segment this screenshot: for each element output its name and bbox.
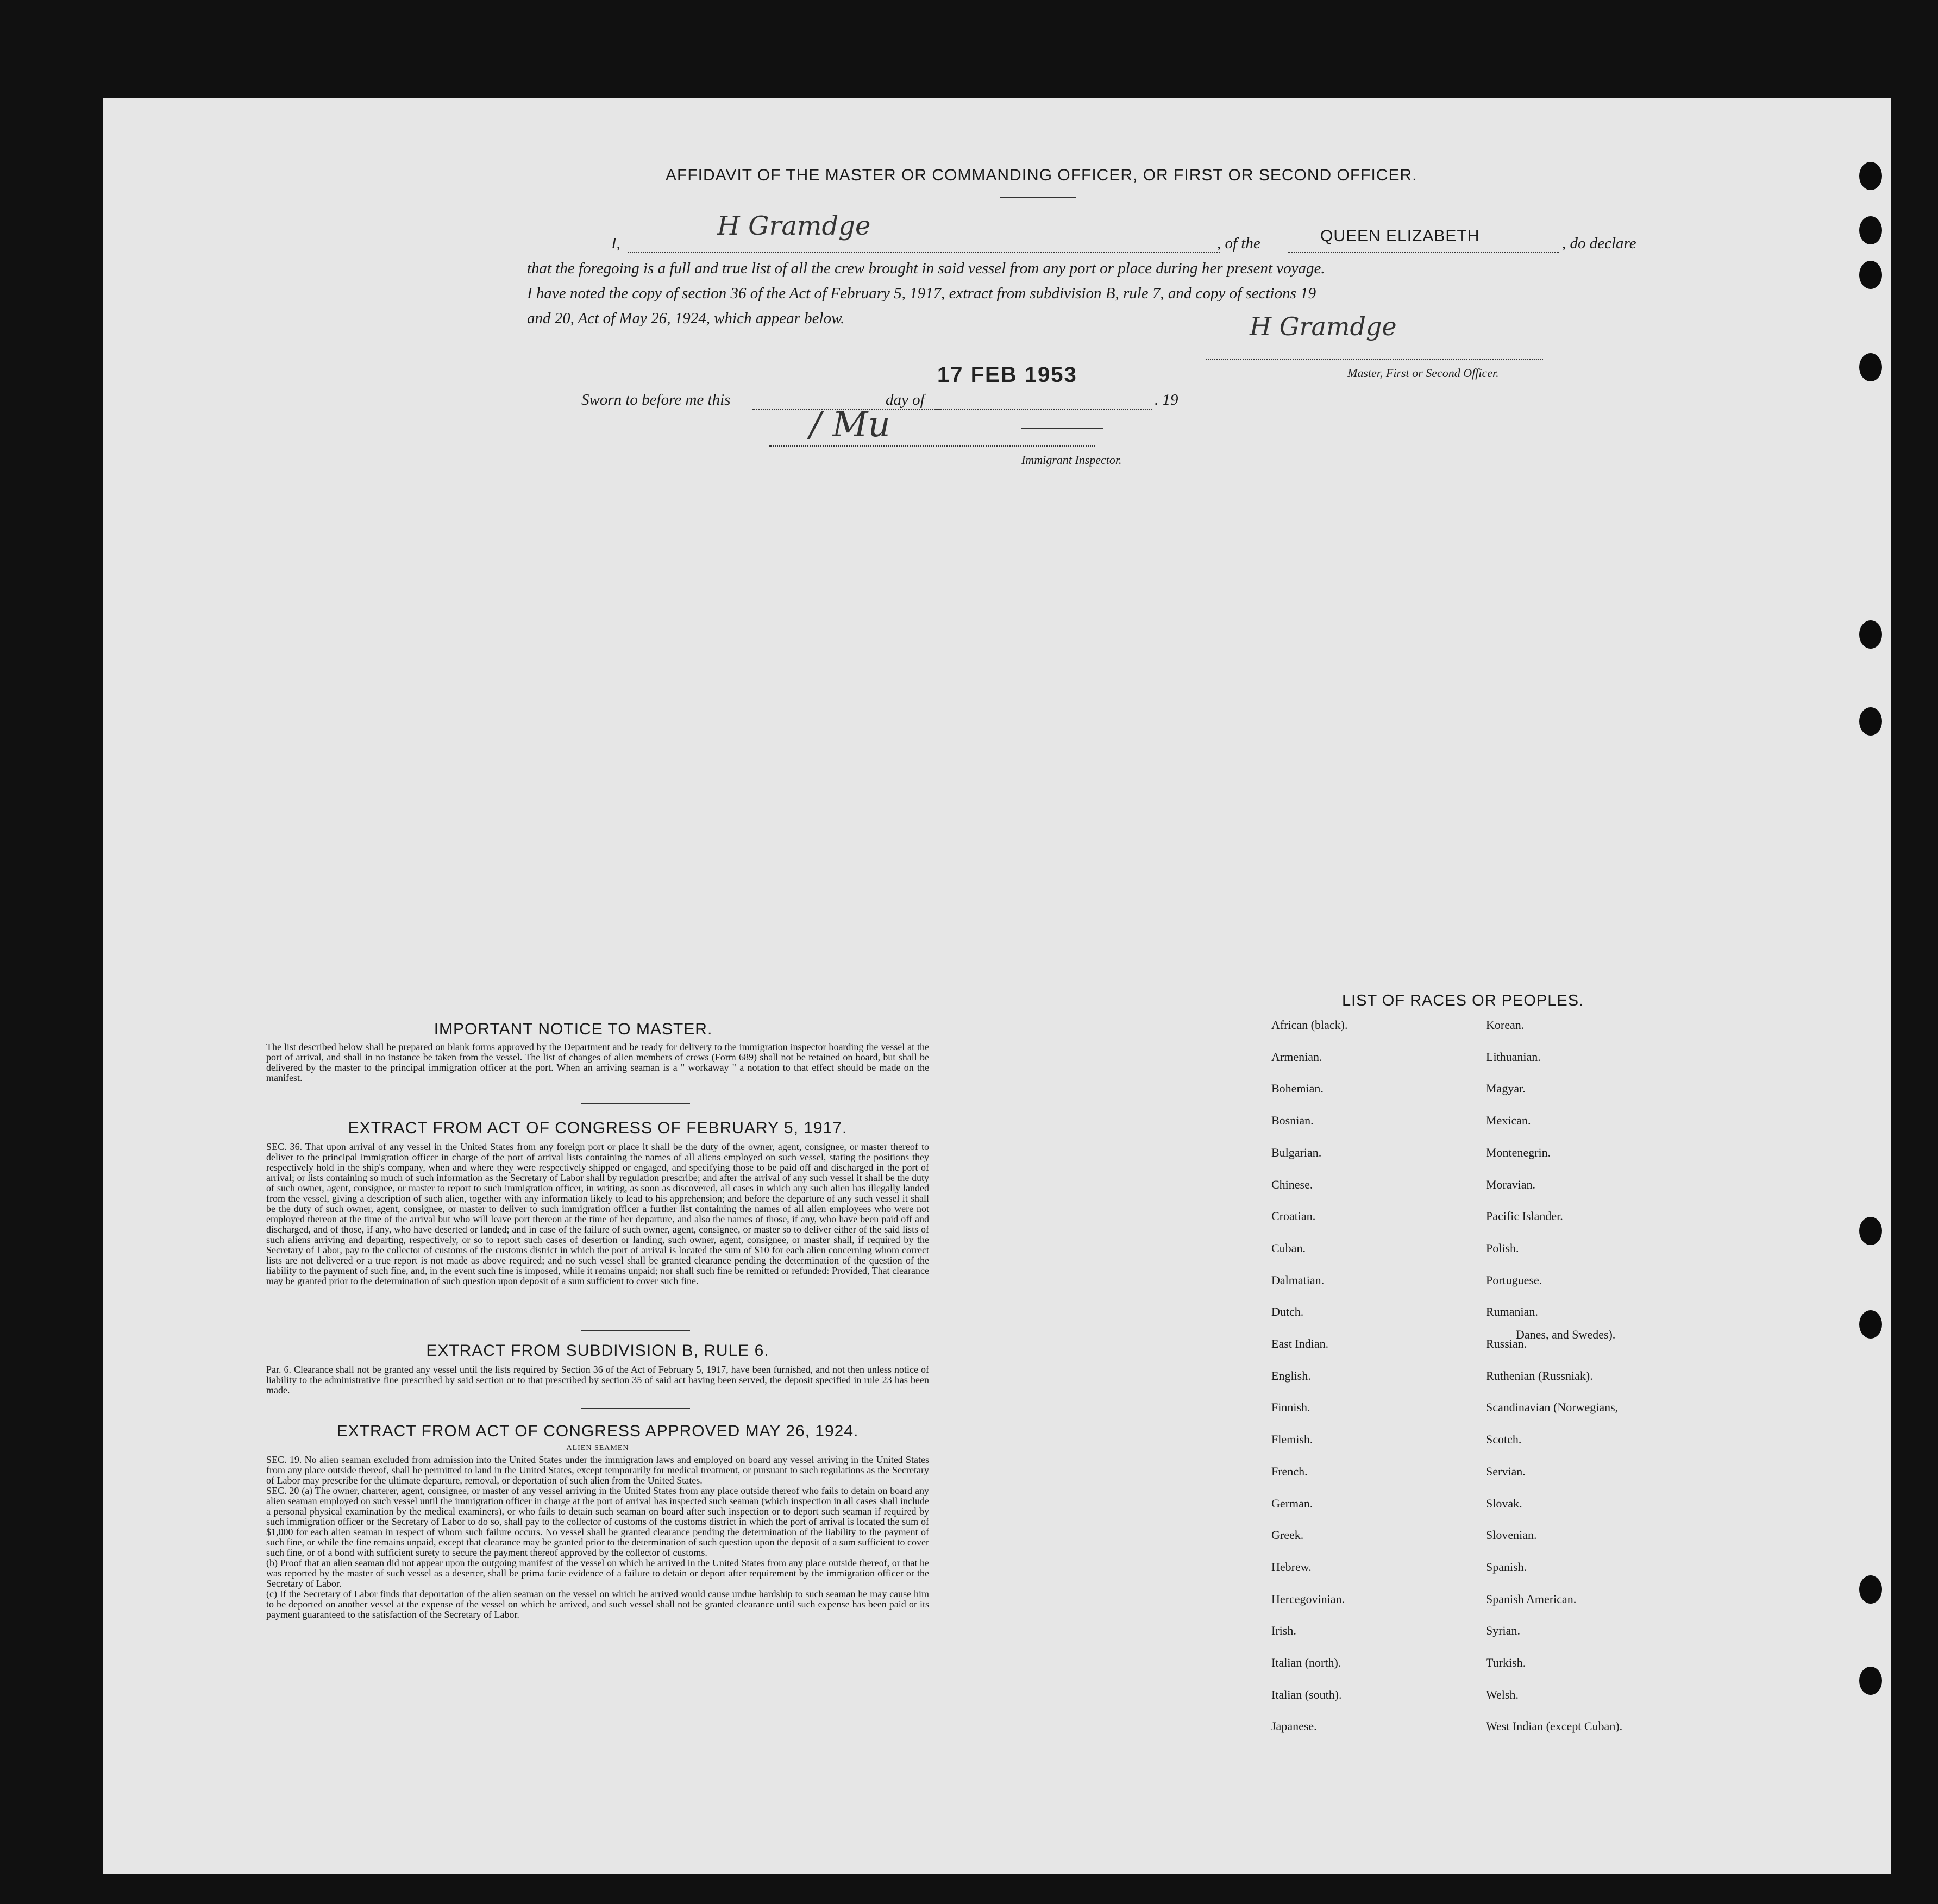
title-divider [1000,197,1076,198]
race-item: Cuban. [1271,1241,1306,1255]
races-title: LIST OF RACES OR PEOPLES. [1342,992,1584,1009]
extract-1917-text: SEC. 36. That upon arrival of any vessel in the United States from any foreign port or place it shall be the duty of the owner, agent, consignee, or master thereof to deliver to the principal immigration officer in charge of the port of arrival lists containing the names of all aliens employed on such vessel, stating the positions they respectively hold in the ship's company, when and where they were respectively shipped or engaged, and specifying those to be paid off and discharged in the port of arrival; or lists containing so much of such information as the Secretary of Labor shall by regulation prescribe; and after the arrival of any such vessel it shall be the duty of such owner, agent, consignee, or master to report to such immigration officer, in writing, as soon as discovered, all cases in which any such alien has illegally landed from the vessel, giving a description of such alien, together with any information likely to lead to his apprehension; and before the departure of any such vessel it shall be the duty of such owner, agent, consignee, or master to deliver to such immigration officer a further list containing the names of all alien employees who were not employed thereon at the time of the arrival but who will leave port thereon at the time of her departure, and also the names of those, if any, who have been paid off and discharged, and of those, if any, who have deserted or landed; and in case of the failure of such owner, agent, consignee, or master so to deliver either of the said lists of such aliens arriving and departing, respectively, or so to report such cases of desertion or landing, such owner, agent, consignee, or master shall, if required by the Secretary of Labor, pay to the collector of customs of the customs district in which the port of arrival is located the sum of $10 for each alien concerning whom correct lists are not delivered or a true report is not made as above required; and no such vessel shall be granted clearance pending the determination of the question of the liability to the payment of such fine, and, in the event such fine is imposed, while it remains unpaid; nor shall such fine be remitted or refunded: Provided, That clearance may be granted prior to the determination of such question upon deposit of a sum sufficient to cover such fine. [266,1141,929,1286]
race-item: Pacific Islander. [1486,1209,1563,1223]
race-item: Dutch. [1271,1305,1304,1318]
race-item: Polish. [1486,1241,1519,1255]
race-item: Greek. [1271,1528,1304,1542]
inspector-signature-flourish [1021,428,1103,429]
inspector-caption: Immigrant Inspector. [1021,453,1122,467]
race-item: Spanish. [1486,1560,1527,1574]
affidavit-body-line3: and 20, Act of May 26, 1924, which appear below. [527,310,845,327]
race-item: Slovak. [1486,1497,1522,1510]
extract-1917-title: EXTRACT FROM ACT OF CONGRESS OF FEBRUARY 5, 1917. [348,1119,848,1137]
punch-hole [1859,1217,1882,1245]
race-item: Servian. [1486,1465,1526,1478]
affidavit-body-line2: I have noted the copy of section 36 of the Act of February 5, 1917, extract from subdivision B, rule 7, and copy of sections 19 [527,285,1316,302]
punch-hole [1859,1667,1882,1695]
extract-rule6-title: EXTRACT FROM SUBDIVISION B, RULE 6. [426,1342,769,1360]
extract-1924-body [266,1455,929,1620]
race-item: Rumanian. [1486,1305,1538,1318]
race-item: Hebrew. [1271,1560,1312,1574]
notice-divider [581,1103,690,1104]
race-item: Chinese. [1271,1178,1313,1191]
inspector-signature-line [769,445,1095,447]
race-item: Spanish American. [1486,1592,1577,1606]
master-name-line [628,252,1220,253]
race-item: Welsh. [1486,1688,1519,1701]
race-item: Croatian. [1271,1209,1316,1223]
inspector-signature: / Mu [810,405,890,445]
extract-1924-title: EXTRACT FROM ACT OF CONGRESS APPROVED MAY 26, 1924. [336,1422,859,1440]
race-item: Italian (north). [1271,1656,1341,1669]
year-prefix: . 19 [1155,391,1178,409]
race-item: Finnish. [1271,1400,1310,1414]
race-item: Syrian. [1486,1624,1520,1637]
race-item: Scotch. [1486,1432,1522,1446]
race-item: West Indian (except Cuban). [1486,1719,1623,1733]
extract-1924-sec20c: (c) If the Secretary of Labor finds that deportation of the alien seaman on the vessel on which he arrived would cause undue hardship to such seaman he may cause him to be deported on another vessel at the expense of the vessel on which he arrived, and such vessel shall not be granted clearance until such expense has been paid or its payment guaranteed to the satisfaction of the Secretary of Labor. [266,1588,929,1620]
extract-1917-divider [581,1330,690,1331]
punch-hole [1859,707,1882,736]
race-item: Portuguese. [1486,1273,1542,1287]
race-item: Scandinavian (Norwegians, [1486,1400,1619,1414]
vessel-name: QUEEN ELIZABETH [1320,227,1480,245]
of-the-label: , of the [1217,235,1260,252]
punch-hole [1859,1310,1882,1339]
document-sheet [103,98,1891,1874]
race-item: Italian (south). [1271,1688,1342,1701]
master-signature-line [1206,359,1543,360]
race-item: Dalmatian. [1271,1273,1325,1287]
day-of-label: day of [886,391,925,409]
race-item: Japanese. [1271,1719,1317,1733]
important-notice-title: IMPORTANT NOTICE TO MASTER. [434,1020,713,1038]
sworn-label: Sworn to before me this [581,391,731,409]
extract-rule6-divider [581,1408,690,1409]
punch-hole [1859,1575,1882,1604]
master-caption: Master, First or Second Officer. [1347,366,1499,380]
punch-hole [1859,216,1882,244]
race-item: German. [1271,1497,1313,1510]
do-declare-label: , do declare [1562,235,1636,252]
race-item: Bulgarian. [1271,1146,1322,1159]
race-item: Moravian. [1486,1178,1536,1191]
race-item: East Indian. [1271,1337,1329,1350]
date-stamp: 17 FEB 1953 [937,363,1077,387]
race-item: Montenegrin. [1486,1146,1551,1159]
master-countersignature: H Gramdge [1250,312,1397,341]
extract-1924-sec20a: SEC. 20 (a) The owner, charterer, agent, consignee, or master of any vessel arriving in the United States from any place outside thereof who fails to detain on board any alien seaman employed on such vessel until the immigration officer in charge at the port of arrival has inspected such seaman (which inspection in all cases shall include a personal physical examination by the medical examiners), or who fails to detain such seaman on board after such inspection or to deport such seaman if required by such immigration officer or the Secretary of Labor to do so, shall pay to the collector of customs of the customs district in which the port of arrival is located the sum of $1,000 for each alien seaman in respect of whom such failure occurs. No vessel shall be granted clearance pending the determination of the liability to the payment of such fine, or while the fine remains unpaid, except that clearance may be granted prior to the determination of such question upon the deposit of a sum sufficient to cover such fine, or of a bond with sufficient surety to secure the payment thereof approved by the collector of customs. [266,1485,929,1558]
race-item: Irish. [1271,1624,1296,1637]
extract-1924-sec20b: (b) Proof that an alien seaman did not appear upon the outgoing manifest of the vessel on which he arrived in the United States from any place outside thereof, or that he was reported by the master of such vessel as a deserter, shall be prima facie evidence of a failure to detain or deport after requirement by the immigration officer or the Secretary of Labor. [266,1557,929,1589]
i-label: I, [611,235,620,252]
race-item: Russian. [1486,1337,1527,1350]
sworn-month-line [934,409,1152,410]
race-item: Turkish. [1486,1656,1526,1669]
race-item: Slovenian. [1486,1528,1537,1542]
race-item: Korean. [1486,1018,1525,1032]
vessel-name-line [1288,252,1559,253]
race-item: Hercegovinian. [1271,1592,1345,1606]
race-item: Bohemian. [1271,1082,1324,1095]
race-item: Danes, and Swedes). [1516,1328,1616,1341]
punch-hole [1859,620,1882,649]
extract-1924-subtitle: ALIEN SEAMEN [566,1444,629,1452]
affidavit-body-line1: that the foregoing is a full and true list of all the crew brought in said vessel from any port or place during her present voyage. [527,260,1325,277]
affidavit-title: AFFIDAVIT OF THE MASTER OR COMMANDING OFFICER, OR FIRST OR SECOND OFFICER. [666,166,1418,184]
race-item: Ruthenian (Russniak). [1486,1369,1593,1383]
race-item: Magyar. [1486,1082,1526,1095]
extract-1924-sec19: SEC. 19. No alien seaman excluded from admission into the United States under the immigration laws and employed on board any vessel arriving in the United States from any place outside thereof, shall be permitted to land in the United States, except temporarily for medical treatment, or pursuant to such regulations as the Secretary of Labor may prescribe for the ultimate departure, removal, or deportation of such alien from the United States. [266,1454,929,1486]
race-item: English. [1271,1369,1311,1383]
punch-hole [1859,353,1882,381]
race-item: French. [1271,1465,1308,1478]
race-item: Lithuanian. [1486,1050,1541,1064]
master-signature: H Gramdge [717,211,871,241]
race-item: Bosnian. [1271,1114,1314,1127]
race-item: Mexican. [1486,1114,1531,1127]
important-notice-text: The list described below shall be prepared on blank forms approved by the Department and be ready for delivery to the immigration inspector boarding the vessel at the port of arrival, and shall in no instance be taken from the vessel. The list of changes of alien members of crews (Form 689) shall not be retained on board, but shall be delivered by the master to the principal immigration officer at the port. When an arriving seaman is a " workaway " a notation to that effect should be made on the manifest. [266,1041,929,1083]
race-item: Armenian. [1271,1050,1322,1064]
extract-rule6-text: Par. 6. Clearance shall not be granted any vessel until the lists required by Section 36 of the Act of February 5, 1917, have been furnished, and not then unless notice of liability to the administrative fine prescribed by said section or to that prescribed by section 35 of said act having been served, the deposit specified in rule 23 has been made. [266,1364,929,1396]
punch-hole [1859,162,1882,190]
punch-hole [1859,261,1882,289]
race-item: Flemish. [1271,1432,1313,1446]
race-item: African (black). [1271,1018,1348,1032]
